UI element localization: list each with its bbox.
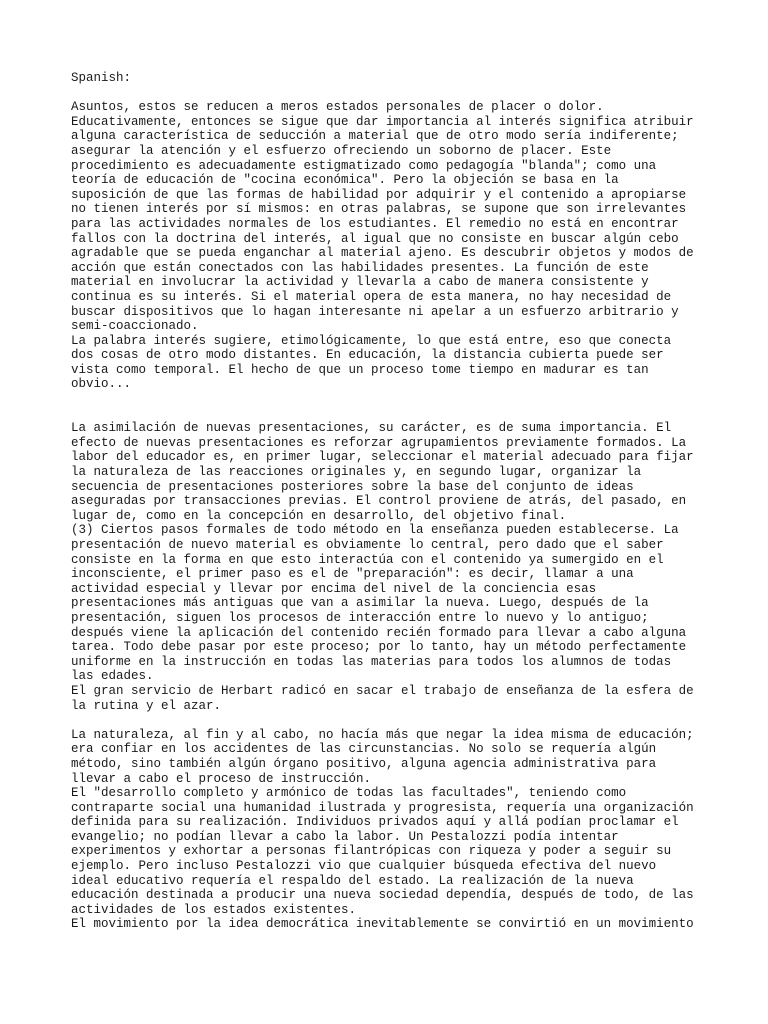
text-line: procedimiento es adecuadamente estigmatizado como pedagogía "blanda"; como una bbox=[71, 158, 657, 173]
spacer bbox=[71, 392, 711, 407]
text-line: obvio... bbox=[71, 377, 132, 392]
text-line: vista como temporal. El hecho de que un proceso tome tiempo en madurar es tan bbox=[71, 362, 649, 377]
text-line: después viene la aplicación del contenido recién formado para llevar a cabo alguna bbox=[71, 625, 687, 640]
text-line: fallos con la doctrina del interés, al igual que no consiste en buscar algún cebo bbox=[71, 231, 679, 246]
text-line: experimentos y exhortar a personas filantrópicas con riqueza y poder a seguir su bbox=[71, 844, 672, 859]
text-line: teoría de educación de "cocina económica". Pero la objeción se basa en la bbox=[71, 173, 619, 188]
text-line: continua es su interés. Si el material opera de esta manera, no hay necesidad de bbox=[71, 289, 672, 304]
text-line: evangelio; no podían llevar a cabo la labor. Un Pestalozzi podía intentar bbox=[71, 829, 619, 844]
text-line: actividades de los estados existentes. bbox=[71, 902, 357, 917]
text-line: la rutina y el azar. bbox=[71, 698, 222, 713]
spacer bbox=[71, 407, 711, 422]
text-line: lugar de, como en la concepción en desarrollo, del objetivo final. bbox=[71, 508, 567, 523]
text-line: secuencia de presentaciones posteriores sobre la base del conjunto de ideas bbox=[71, 479, 634, 494]
text-line: acción que están conectados con las habilidades presentes. La función de este bbox=[71, 260, 649, 275]
text-line: no tienen interés por sí mismos: en otras palabras, se supone que son irrelevantes bbox=[71, 202, 687, 217]
document-heading: Spanish: bbox=[71, 71, 132, 85]
text-line: El "desarrollo completo y armónico de todas las facultades", teniendo como bbox=[71, 786, 627, 801]
text-line: (3) Ciertos pasos formales de todo método en la enseñanza pueden establecerse. La bbox=[71, 523, 679, 538]
document-page bbox=[71, 71, 711, 932]
text-line: Educativamente, entonces se sigue que dar importancia al interés significa atribuir bbox=[71, 114, 694, 129]
text-line: método, sino también algún órgano positivo, alguna agencia administrativa para bbox=[71, 756, 657, 771]
text-line: dos cosas de otro modo distantes. En educación, la distancia cubierta puede ser bbox=[71, 348, 664, 363]
text-line: definida para su realización. Individuos privados aquí y allá podían proclamar el bbox=[71, 815, 679, 830]
text-line: las edades. bbox=[71, 669, 154, 684]
text-line: alguna característica de seducción a material que de otro modo sería indiferente; bbox=[71, 129, 679, 144]
text-line: semi-coaccionado. bbox=[71, 319, 199, 334]
text-line: La asimilación de nuevas presentaciones, su carácter, es de suma importancia. El bbox=[71, 421, 672, 436]
text-line: La palabra interés sugiere, etimológicamente, lo que está entre, eso que conecta bbox=[71, 333, 672, 348]
text-line: contraparte social una humanidad ilustrada y progresista, requería una organización bbox=[71, 800, 694, 815]
text-line: El movimiento por la idea democrática inevitablemente se convirtió en un movimiento bbox=[71, 917, 694, 932]
text-line: Asuntos, estos se reducen a meros estados personales de placer o dolor. bbox=[71, 100, 604, 115]
text-line: para las actividades normales de los estudiantes. El remedio no está en encontrar bbox=[71, 216, 679, 231]
text-line: ideal educativo requería el respaldo del estado. La realización de la nueva bbox=[71, 873, 634, 888]
text-line: labor del educador es, en primer lugar, seleccionar el material adecuado para fijar bbox=[71, 450, 694, 465]
text-block bbox=[71, 728, 711, 932]
text-line: ejemplo. Pero incluso Pestalozzi vio que cualquier búsqueda efectiva del nuevo bbox=[71, 859, 657, 874]
text-line: inconsciente, el primer paso es el de "preparación": es decir, llamar a una bbox=[71, 567, 634, 582]
text-line: presentación, siguen los procesos de interacción entre lo nuevo y lo antiguo; bbox=[71, 610, 649, 625]
text-line: efecto de nuevas presentaciones es reforzar agrupamientos previamente formados. La bbox=[71, 435, 687, 450]
text-line: actividad especial y llevar por encima del nivel de la conciencia esas bbox=[71, 581, 597, 596]
text-line: llevar a cabo el proceso de instrucción. bbox=[71, 771, 372, 786]
text-line: material en involucrar la actividad y llevarla a cabo de manera consistente y bbox=[71, 275, 649, 290]
spacer bbox=[71, 86, 711, 101]
text-line: la naturaleza de las reacciones originales y, en segundo lugar, organizar la bbox=[71, 465, 642, 480]
text-block bbox=[71, 421, 711, 713]
text-line: asegurar la atención y el esfuerzo ofreciendo un soborno de placer. Este bbox=[71, 143, 612, 158]
text-line: era confiar en los accidentes de las circunstancias. No solo se requería algún bbox=[71, 742, 657, 757]
text-line: buscar dispositivos que lo hagan interesante ni apelar a un esfuerzo arbitrario y bbox=[71, 304, 679, 319]
text-block bbox=[71, 100, 711, 392]
text-line: El gran servicio de Herbart radicó en sacar el trabajo de enseñanza de la esfera de bbox=[71, 683, 694, 698]
text-line: aseguradas por transacciones previas. El control proviene de atrás, del pasado, en bbox=[71, 494, 687, 509]
text-line: uniforme en la instrucción en todas las materias para todos los alumnos de todas bbox=[71, 654, 672, 669]
text-line: tarea. Todo debe pasar por este proceso; por lo tanto, hay un método perfectamente bbox=[71, 640, 687, 655]
text-line: suposición de que las formas de habilidad por adquirir y el contenido a apropiarse bbox=[71, 187, 687, 202]
text-line: presentación de nuevo material es obviamente lo central, pero dado que el saber bbox=[71, 538, 664, 552]
document-body bbox=[71, 100, 711, 932]
spacer bbox=[71, 713, 711, 728]
text-line: agradable que se pueda enganchar al material ajeno. Es descubrir objetos y modos de bbox=[71, 246, 694, 261]
text-line: La naturaleza, al fin y al cabo, no hacía más que negar la idea misma de educación; bbox=[71, 727, 694, 742]
text-line: educación destinada a producir una nueva sociedad dependía, después de todo, de las bbox=[71, 888, 694, 903]
text-line: consiste en la forma en que esto interactúa con el contenido ya sumergido en el bbox=[71, 552, 664, 567]
text-line: presentaciones más antiguas que van a asimilar la nueva. Luego, después de la bbox=[71, 596, 649, 611]
